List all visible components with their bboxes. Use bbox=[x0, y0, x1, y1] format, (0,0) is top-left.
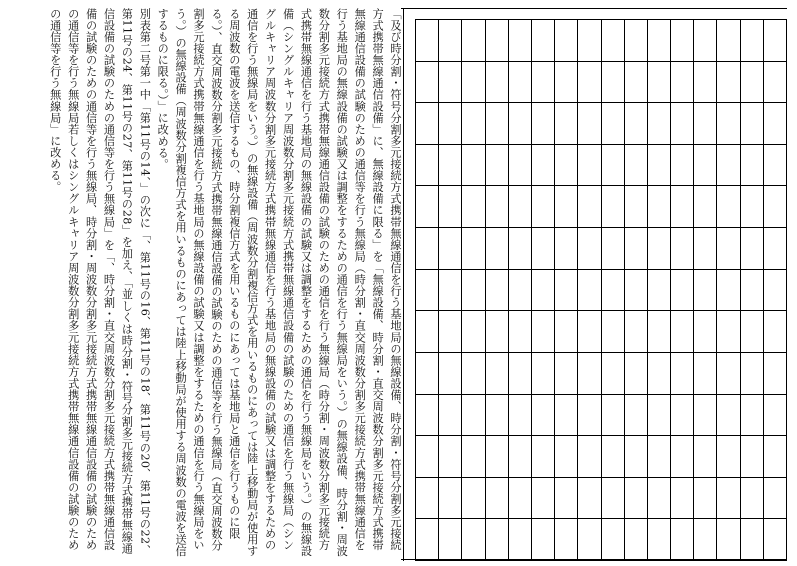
amendment-paragraph-1: 「及び時分割・符号分割多元接続方式携帯無線通信を行う基地局の無線設備、時分割・符号分割多元接続方式携帯無線通信設備」に、無線設備に限る」を「無線設備、時分割・直交周波数分割多元接続方式携帯無線通信設備の試験のための通信等を行う無線局（時分割・直交周波数分割多元接続方式携帯無線通信を行う基地局の無線設備の試験又は調整をするための通信を行う無線局をいう。）の無線設備、時分割・周波数分割多元接続方式携帯無線通信設備の試験のための通信を行う無線局（時分割・周波数分割多元接続方式携帯無線通信を行う基地局の無線設備の試験又は調整をするための通信を行う無線局をいう。）の無線設備（シングルキャリア周波数分割多元接続方式携帯無線通信設備の試験のための通信を行う無線局（シングルキャリア周波数分割多元接続方式携帯無線通信を行う基地局の無線設備の試験又は調整をするための通信を行う無線局をいう。）の無線設備（周波数分割複信方式を用いるものにあっては陸上移動局が使用する周波数の電波を送信するもの、時分割複信方式を用いるものにあっては基地局と通信を行うものに限る。）、直交周波数分割多元接続方式携帯無線通信設備の試験のための通信等を行う無線局（直交周波数分割多元接続方式携帯無線通信を行う基地局の無線設備の試験又は調整をするための通信を行う無線局をいう。）の無線設備（周波数分割複信方式を用いるものにあっては陸上移動局が使用する周波数の電波を送信するものに限る。）」に改める。 bbox=[156, 8, 402, 557]
manuscript-grid bbox=[401, 8, 787, 560]
manuscript-grid-lines bbox=[401, 9, 787, 561]
vertical-text-block bbox=[6, 8, 404, 560]
amendment-paragraph-2: 別表第二号第一中「第11号の14、」の次に「、第11号の16、第11号の18、第11号の20、第11号の22、第11号の24、第11号の27、第11号の28」を加え、「並しくは時分割・符号分割多元接続方式携帯無線通信設備の試験のための通信等を行う無線局」を「、時分割・直交周波数分割多元接続方式携帯無線通信設備の試験のための通信等を行う無線局、時分割・周波数分割多元接続方式携帯無線通信設備の試験のための通信等を行う無線局若しくはシングルキャリア周波数分割多元接続方式携帯無線通信設備の試験のための通信等を行う無線局」に改める。 bbox=[48, 8, 152, 557]
